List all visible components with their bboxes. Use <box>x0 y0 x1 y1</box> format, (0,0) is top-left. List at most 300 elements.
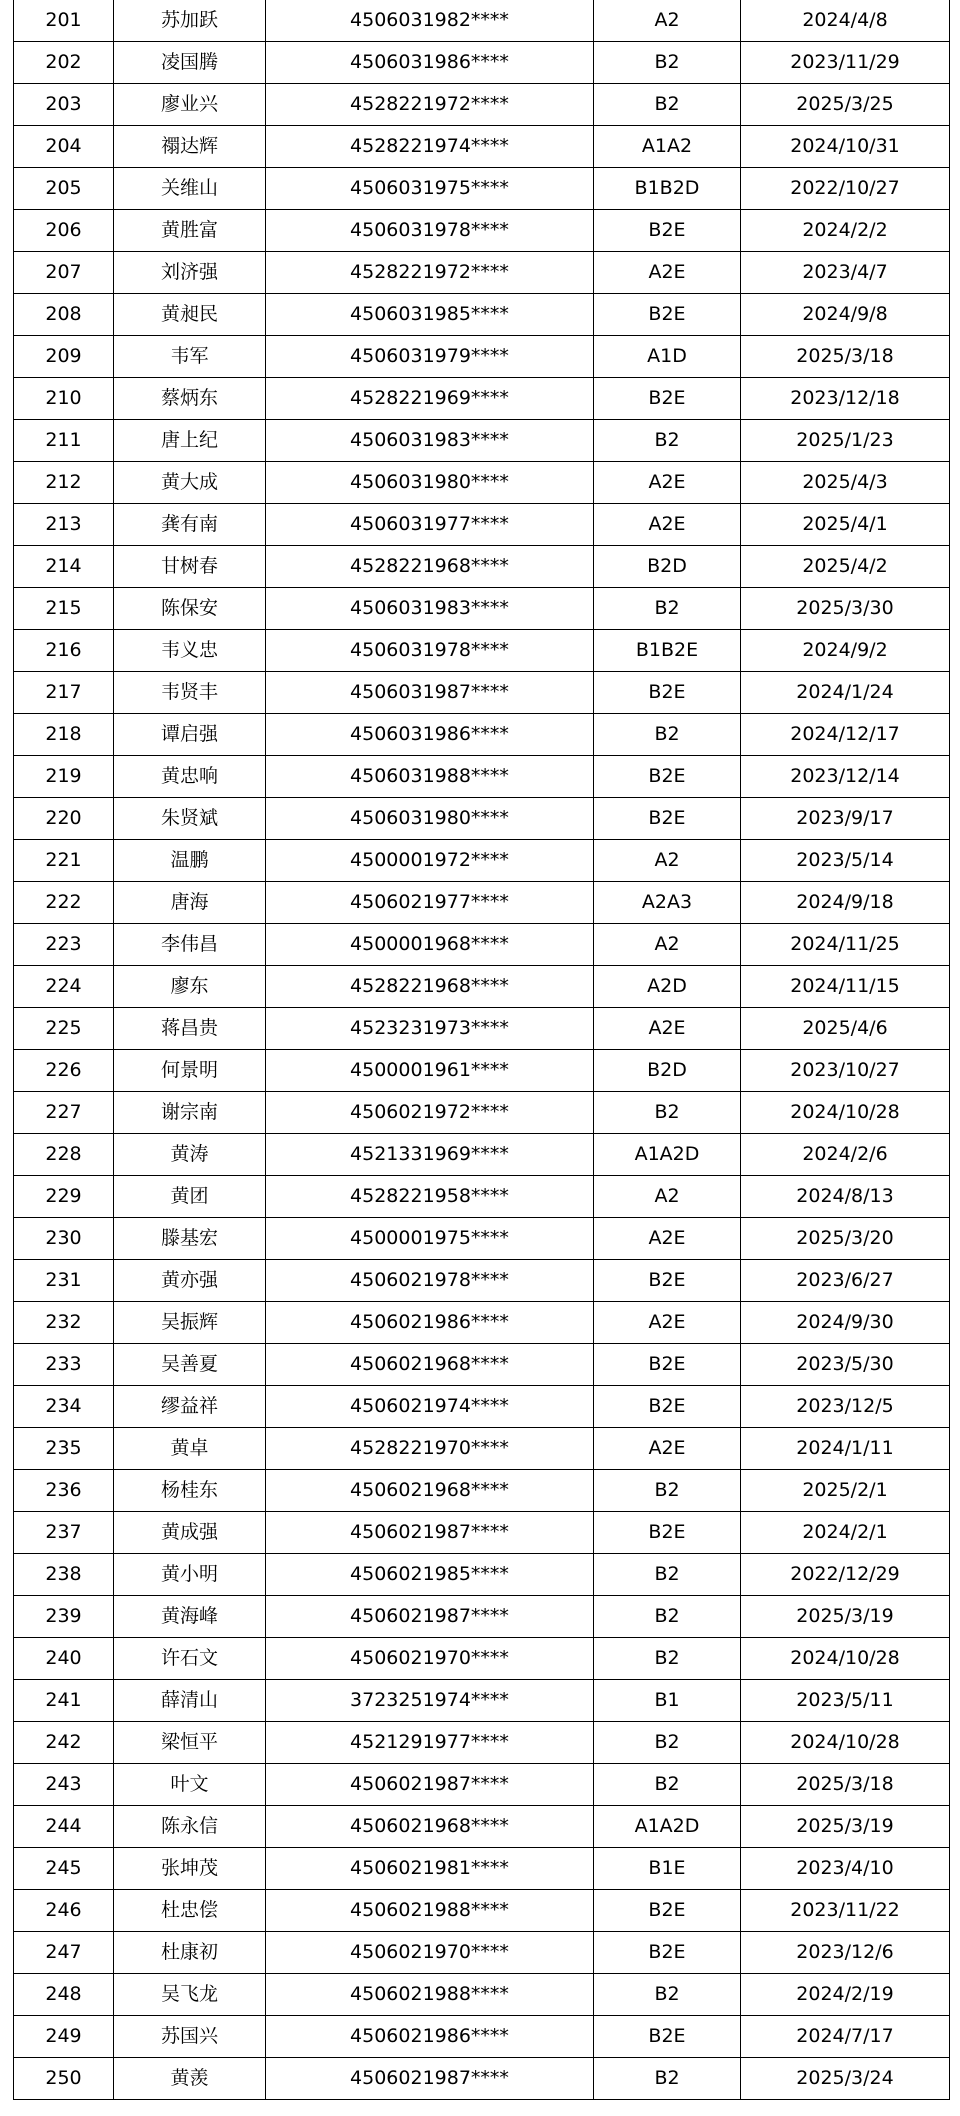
date-cell: 2024/7/17 <box>741 2016 950 2058</box>
id-number-cell: 4528221970**** <box>266 1428 594 1470</box>
table-row <box>14 42 950 84</box>
date-cell: 2024/4/8 <box>741 0 950 42</box>
license-class-cell: A1A2D <box>594 1134 741 1176</box>
id-number-cell: 4506031983**** <box>266 588 594 630</box>
license-class-cell: A2E <box>594 1008 741 1050</box>
name-cell: 黄小明 <box>114 1554 266 1596</box>
license-class-cell: B2D <box>594 1050 741 1092</box>
id-number-cell: 4506031978**** <box>266 210 594 252</box>
table-row <box>14 1806 950 1848</box>
name-cell: 关维山 <box>114 168 266 210</box>
table-row <box>14 210 950 252</box>
name-cell: 温鹏 <box>114 840 266 882</box>
seq-cell: 230 <box>14 1218 114 1260</box>
table-row <box>14 1470 950 1512</box>
seq-cell: 234 <box>14 1386 114 1428</box>
name-cell: 凌国腾 <box>114 42 266 84</box>
table-row <box>14 1176 950 1218</box>
seq-cell: 238 <box>14 1554 114 1596</box>
id-number-cell: 4506031988**** <box>266 756 594 798</box>
id-number-cell: 4506021985**** <box>266 1554 594 1596</box>
seq-cell: 228 <box>14 1134 114 1176</box>
table-row <box>14 1428 950 1470</box>
table-row <box>14 1218 950 1260</box>
id-number-cell: 4506021972**** <box>266 1092 594 1134</box>
id-number-cell: 4506031982**** <box>266 0 594 42</box>
license-class-cell: B2 <box>594 1554 741 1596</box>
seq-cell: 218 <box>14 714 114 756</box>
table-row <box>14 1050 950 1092</box>
seq-cell: 206 <box>14 210 114 252</box>
table-row <box>14 462 950 504</box>
table-row <box>14 1974 950 2016</box>
table-row <box>14 84 950 126</box>
id-number-cell: 4506031986**** <box>266 714 594 756</box>
id-number-cell: 4506031985**** <box>266 294 594 336</box>
name-cell: 缪益祥 <box>114 1386 266 1428</box>
id-number-cell: 4528221958**** <box>266 1176 594 1218</box>
license-class-cell: B2E <box>594 798 741 840</box>
seq-cell: 248 <box>14 1974 114 2016</box>
name-cell: 刘济强 <box>114 252 266 294</box>
license-class-cell: B2 <box>594 1596 741 1638</box>
license-class-cell: A2 <box>594 1176 741 1218</box>
table-row <box>14 1260 950 1302</box>
name-cell: 苏国兴 <box>114 2016 266 2058</box>
id-number-cell: 4506031983**** <box>266 420 594 462</box>
license-class-cell: B2 <box>594 42 741 84</box>
table-row <box>14 0 950 42</box>
table-row <box>14 1890 950 1932</box>
name-cell: 韦军 <box>114 336 266 378</box>
table-row <box>14 714 950 756</box>
name-cell: 龚有南 <box>114 504 266 546</box>
date-cell: 2025/4/6 <box>741 1008 950 1050</box>
date-cell: 2024/11/25 <box>741 924 950 966</box>
table-row <box>14 924 950 966</box>
table-row <box>14 1386 950 1428</box>
table-row <box>14 1092 950 1134</box>
license-class-cell: B2 <box>594 714 741 756</box>
name-cell: 黄大成 <box>114 462 266 504</box>
id-number-cell: 4506021988**** <box>266 1974 594 2016</box>
name-cell: 张坤茂 <box>114 1848 266 1890</box>
license-class-cell: A2 <box>594 840 741 882</box>
id-number-cell: 4523231973**** <box>266 1008 594 1050</box>
seq-cell: 226 <box>14 1050 114 1092</box>
table-row <box>14 2058 950 2100</box>
name-cell: 韦贤丰 <box>114 672 266 714</box>
date-cell: 2023/12/14 <box>741 756 950 798</box>
seq-cell: 246 <box>14 1890 114 1932</box>
id-number-cell: 4506031979**** <box>266 336 594 378</box>
table-row <box>14 882 950 924</box>
seq-cell: 243 <box>14 1764 114 1806</box>
name-cell: 叶文 <box>114 1764 266 1806</box>
date-cell: 2024/2/6 <box>741 1134 950 1176</box>
date-cell: 2024/11/15 <box>741 966 950 1008</box>
id-number-cell: 4506021987**** <box>266 1764 594 1806</box>
id-number-cell: 4500001972**** <box>266 840 594 882</box>
date-cell: 2025/3/18 <box>741 1764 950 1806</box>
table-row <box>14 1932 950 1974</box>
seq-cell: 202 <box>14 42 114 84</box>
seq-cell: 245 <box>14 1848 114 1890</box>
license-class-cell: B2E <box>594 1512 741 1554</box>
date-cell: 2025/3/30 <box>741 588 950 630</box>
name-cell: 唐海 <box>114 882 266 924</box>
license-class-cell: B1E <box>594 1848 741 1890</box>
date-cell: 2023/5/11 <box>741 1680 950 1722</box>
id-number-cell: 4506021968**** <box>266 1470 594 1512</box>
seq-cell: 203 <box>14 84 114 126</box>
table-row <box>14 294 950 336</box>
date-cell: 2025/3/19 <box>741 1806 950 1848</box>
license-class-cell: B2 <box>594 1092 741 1134</box>
table-row <box>14 1008 950 1050</box>
license-class-cell: A2D <box>594 966 741 1008</box>
id-number-cell: 4506021977**** <box>266 882 594 924</box>
seq-cell: 242 <box>14 1722 114 1764</box>
seq-cell: 212 <box>14 462 114 504</box>
date-cell: 2024/8/13 <box>741 1176 950 1218</box>
id-number-cell: 4528221968**** <box>266 546 594 588</box>
seq-cell: 208 <box>14 294 114 336</box>
date-cell: 2024/10/28 <box>741 1092 950 1134</box>
table-row <box>14 1764 950 1806</box>
name-cell: 廖业兴 <box>114 84 266 126</box>
table-row <box>14 420 950 462</box>
name-cell: 蒋昌贵 <box>114 1008 266 1050</box>
id-number-cell: 4506021978**** <box>266 1260 594 1302</box>
id-number-cell: 4506021987**** <box>266 1512 594 1554</box>
seq-cell: 223 <box>14 924 114 966</box>
table-row <box>14 1134 950 1176</box>
name-cell: 梁恒平 <box>114 1722 266 1764</box>
seq-cell: 215 <box>14 588 114 630</box>
license-class-cell: B2 <box>594 2058 741 2100</box>
date-cell: 2024/10/28 <box>741 1722 950 1764</box>
table-row <box>14 1344 950 1386</box>
seq-cell: 235 <box>14 1428 114 1470</box>
date-cell: 2024/2/19 <box>741 1974 950 2016</box>
date-cell: 2023/12/6 <box>741 1932 950 1974</box>
table-row <box>14 2016 950 2058</box>
id-number-cell: 4506031987**** <box>266 672 594 714</box>
table-row <box>14 1722 950 1764</box>
name-cell: 朱贤斌 <box>114 798 266 840</box>
seq-cell: 209 <box>14 336 114 378</box>
name-cell: 谢宗南 <box>114 1092 266 1134</box>
id-number-cell: 4500001975**** <box>266 1218 594 1260</box>
date-cell: 2023/4/10 <box>741 1848 950 1890</box>
table-row <box>14 798 950 840</box>
id-number-cell: 4500001961**** <box>266 1050 594 1092</box>
table-row <box>14 1512 950 1554</box>
seq-cell: 227 <box>14 1092 114 1134</box>
date-cell: 2023/12/5 <box>741 1386 950 1428</box>
date-cell: 2024/12/17 <box>741 714 950 756</box>
id-number-cell: 4506021974**** <box>266 1386 594 1428</box>
id-number-cell: 4506031975**** <box>266 168 594 210</box>
date-cell: 2025/4/3 <box>741 462 950 504</box>
seq-cell: 204 <box>14 126 114 168</box>
table-row <box>14 672 950 714</box>
seq-cell: 239 <box>14 1596 114 1638</box>
seq-cell: 210 <box>14 378 114 420</box>
license-class-cell: B2E <box>594 378 741 420</box>
seq-cell: 222 <box>14 882 114 924</box>
name-cell: 吴振辉 <box>114 1302 266 1344</box>
name-cell: 黄涛 <box>114 1134 266 1176</box>
name-cell: 黄成强 <box>114 1512 266 1554</box>
id-number-cell: 4528221974**** <box>266 126 594 168</box>
seq-cell: 219 <box>14 756 114 798</box>
name-cell: 陈永信 <box>114 1806 266 1848</box>
seq-cell: 221 <box>14 840 114 882</box>
name-cell: 黄忠响 <box>114 756 266 798</box>
table-row <box>14 1554 950 1596</box>
seq-cell: 225 <box>14 1008 114 1050</box>
id-number-cell: 4506031986**** <box>266 42 594 84</box>
license-class-cell: A1A2 <box>594 126 741 168</box>
id-number-cell: 4506021981**** <box>266 1848 594 1890</box>
license-class-cell: B2E <box>594 210 741 252</box>
table-row <box>14 756 950 798</box>
table-row <box>14 966 950 1008</box>
seq-cell: 237 <box>14 1512 114 1554</box>
date-cell: 2022/12/29 <box>741 1554 950 1596</box>
id-number-cell: 4521331969**** <box>266 1134 594 1176</box>
date-cell: 2025/3/18 <box>741 336 950 378</box>
date-cell: 2025/2/1 <box>741 1470 950 1512</box>
license-class-cell: A2E <box>594 1218 741 1260</box>
license-class-cell: B2 <box>594 1638 741 1680</box>
name-cell: 黄团 <box>114 1176 266 1218</box>
license-class-cell: A2E <box>594 1302 741 1344</box>
name-cell: 韦义忠 <box>114 630 266 672</box>
table-row <box>14 168 950 210</box>
seq-cell: 249 <box>14 2016 114 2058</box>
license-class-cell: A2E <box>594 1428 741 1470</box>
id-number-cell: 4506021970**** <box>266 1932 594 1974</box>
name-cell: 禤达辉 <box>114 126 266 168</box>
name-cell: 谭启强 <box>114 714 266 756</box>
id-number-cell: 4528221972**** <box>266 84 594 126</box>
seq-cell: 214 <box>14 546 114 588</box>
seq-cell: 224 <box>14 966 114 1008</box>
seq-cell: 231 <box>14 1260 114 1302</box>
license-class-cell: A1D <box>594 336 741 378</box>
license-class-cell: A2E <box>594 504 741 546</box>
id-number-cell: 4506021968**** <box>266 1344 594 1386</box>
table-row <box>14 840 950 882</box>
license-class-cell: B2D <box>594 546 741 588</box>
date-cell: 2023/10/27 <box>741 1050 950 1092</box>
name-cell: 苏加跃 <box>114 0 266 42</box>
table-row <box>14 126 950 168</box>
seq-cell: 244 <box>14 1806 114 1848</box>
table-row <box>14 504 950 546</box>
name-cell: 黄亦强 <box>114 1260 266 1302</box>
date-cell: 2024/9/8 <box>741 294 950 336</box>
name-cell: 黄卓 <box>114 1428 266 1470</box>
id-number-cell: 4506021987**** <box>266 2058 594 2100</box>
seq-cell: 213 <box>14 504 114 546</box>
seq-cell: 247 <box>14 1932 114 1974</box>
id-number-cell: 4528221969**** <box>266 378 594 420</box>
date-cell: 2025/4/1 <box>741 504 950 546</box>
date-cell: 2024/2/1 <box>741 1512 950 1554</box>
license-class-cell: B2E <box>594 672 741 714</box>
date-cell: 2023/11/22 <box>741 1890 950 1932</box>
seq-cell: 207 <box>14 252 114 294</box>
license-class-cell: B2E <box>594 1386 741 1428</box>
seq-cell: 241 <box>14 1680 114 1722</box>
record-table <box>13 0 950 2100</box>
table-row <box>14 1848 950 1890</box>
seq-cell: 229 <box>14 1176 114 1218</box>
id-number-cell: 4506021968**** <box>266 1806 594 1848</box>
license-class-cell: B2 <box>594 420 741 462</box>
table-row <box>14 252 950 294</box>
record-table-container <box>13 0 949 2100</box>
seq-cell: 217 <box>14 672 114 714</box>
name-cell: 廖东 <box>114 966 266 1008</box>
table-row <box>14 1680 950 1722</box>
name-cell: 何景明 <box>114 1050 266 1092</box>
name-cell: 甘树春 <box>114 546 266 588</box>
date-cell: 2025/3/25 <box>741 84 950 126</box>
name-cell: 李伟昌 <box>114 924 266 966</box>
date-cell: 2024/10/31 <box>741 126 950 168</box>
name-cell: 许石文 <box>114 1638 266 1680</box>
name-cell: 黄羡 <box>114 2058 266 2100</box>
date-cell: 2024/1/11 <box>741 1428 950 1470</box>
name-cell: 薛清山 <box>114 1680 266 1722</box>
id-number-cell: 3723251974**** <box>266 1680 594 1722</box>
table-row <box>14 546 950 588</box>
seq-cell: 216 <box>14 630 114 672</box>
name-cell: 黄海峰 <box>114 1596 266 1638</box>
license-class-cell: A2E <box>594 462 741 504</box>
license-class-cell: B1B2E <box>594 630 741 672</box>
id-number-cell: 4506021988**** <box>266 1890 594 1932</box>
license-class-cell: A2E <box>594 252 741 294</box>
license-class-cell: B2E <box>594 2016 741 2058</box>
license-class-cell: B2E <box>594 1890 741 1932</box>
name-cell: 蔡炳东 <box>114 378 266 420</box>
license-class-cell: B2 <box>594 1722 741 1764</box>
license-class-cell: B2E <box>594 756 741 798</box>
name-cell: 杜康初 <box>114 1932 266 1974</box>
id-number-cell: 4506031978**** <box>266 630 594 672</box>
license-class-cell: A2A3 <box>594 882 741 924</box>
id-number-cell: 4506021970**** <box>266 1638 594 1680</box>
date-cell: 2025/1/23 <box>741 420 950 462</box>
license-class-cell: B2 <box>594 1470 741 1512</box>
license-class-cell: B2 <box>594 1974 741 2016</box>
id-number-cell: 4506021986**** <box>266 2016 594 2058</box>
seq-cell: 236 <box>14 1470 114 1512</box>
license-class-cell: B2E <box>594 1932 741 1974</box>
date-cell: 2022/10/27 <box>741 168 950 210</box>
date-cell: 2025/3/24 <box>741 2058 950 2100</box>
name-cell: 吴善夏 <box>114 1344 266 1386</box>
seq-cell: 240 <box>14 1638 114 1680</box>
license-class-cell: B2E <box>594 294 741 336</box>
date-cell: 2023/11/29 <box>741 42 950 84</box>
id-number-cell: 4506021987**** <box>266 1596 594 1638</box>
date-cell: 2023/9/17 <box>741 798 950 840</box>
table-row <box>14 588 950 630</box>
date-cell: 2023/5/14 <box>741 840 950 882</box>
license-class-cell: B2 <box>594 84 741 126</box>
license-class-cell: B1 <box>594 1680 741 1722</box>
id-number-cell: 4506021986**** <box>266 1302 594 1344</box>
name-cell: 杨桂东 <box>114 1470 266 1512</box>
table-row <box>14 378 950 420</box>
seq-cell: 250 <box>14 2058 114 2100</box>
license-class-cell: A2 <box>594 924 741 966</box>
seq-cell: 232 <box>14 1302 114 1344</box>
seq-cell: 211 <box>14 420 114 462</box>
date-cell: 2023/5/30 <box>741 1344 950 1386</box>
table-row <box>14 1596 950 1638</box>
license-class-cell: B2E <box>594 1344 741 1386</box>
date-cell: 2023/4/7 <box>741 252 950 294</box>
id-number-cell: 4528221972**** <box>266 252 594 294</box>
name-cell: 杜忠偿 <box>114 1890 266 1932</box>
date-cell: 2024/2/2 <box>741 210 950 252</box>
table-row <box>14 336 950 378</box>
name-cell: 黄胜富 <box>114 210 266 252</box>
license-class-cell: B2E <box>594 1260 741 1302</box>
date-cell: 2024/10/28 <box>741 1638 950 1680</box>
name-cell: 黄昶民 <box>114 294 266 336</box>
seq-cell: 205 <box>14 168 114 210</box>
license-class-cell: A1A2D <box>594 1806 741 1848</box>
date-cell: 2024/9/2 <box>741 630 950 672</box>
license-class-cell: A2 <box>594 0 741 42</box>
seq-cell: 201 <box>14 0 114 42</box>
id-number-cell: 4500001968**** <box>266 924 594 966</box>
name-cell: 唐上纪 <box>114 420 266 462</box>
id-number-cell: 4506031980**** <box>266 462 594 504</box>
date-cell: 2023/12/18 <box>741 378 950 420</box>
date-cell: 2025/3/20 <box>741 1218 950 1260</box>
license-class-cell: B1B2D <box>594 168 741 210</box>
license-class-cell: B2 <box>594 588 741 630</box>
id-number-cell: 4506031980**** <box>266 798 594 840</box>
date-cell: 2025/3/19 <box>741 1596 950 1638</box>
date-cell: 2023/6/27 <box>741 1260 950 1302</box>
seq-cell: 233 <box>14 1344 114 1386</box>
date-cell: 2024/1/24 <box>741 672 950 714</box>
date-cell: 2025/4/2 <box>741 546 950 588</box>
record-table-body <box>14 0 950 2100</box>
date-cell: 2024/9/18 <box>741 882 950 924</box>
seq-cell: 220 <box>14 798 114 840</box>
id-number-cell: 4506031977**** <box>266 504 594 546</box>
table-row <box>14 1302 950 1344</box>
name-cell: 陈保安 <box>114 588 266 630</box>
table-row <box>14 630 950 672</box>
table-row <box>14 1638 950 1680</box>
license-class-cell: B2 <box>594 1764 741 1806</box>
name-cell: 滕基宏 <box>114 1218 266 1260</box>
name-cell: 吴飞龙 <box>114 1974 266 2016</box>
